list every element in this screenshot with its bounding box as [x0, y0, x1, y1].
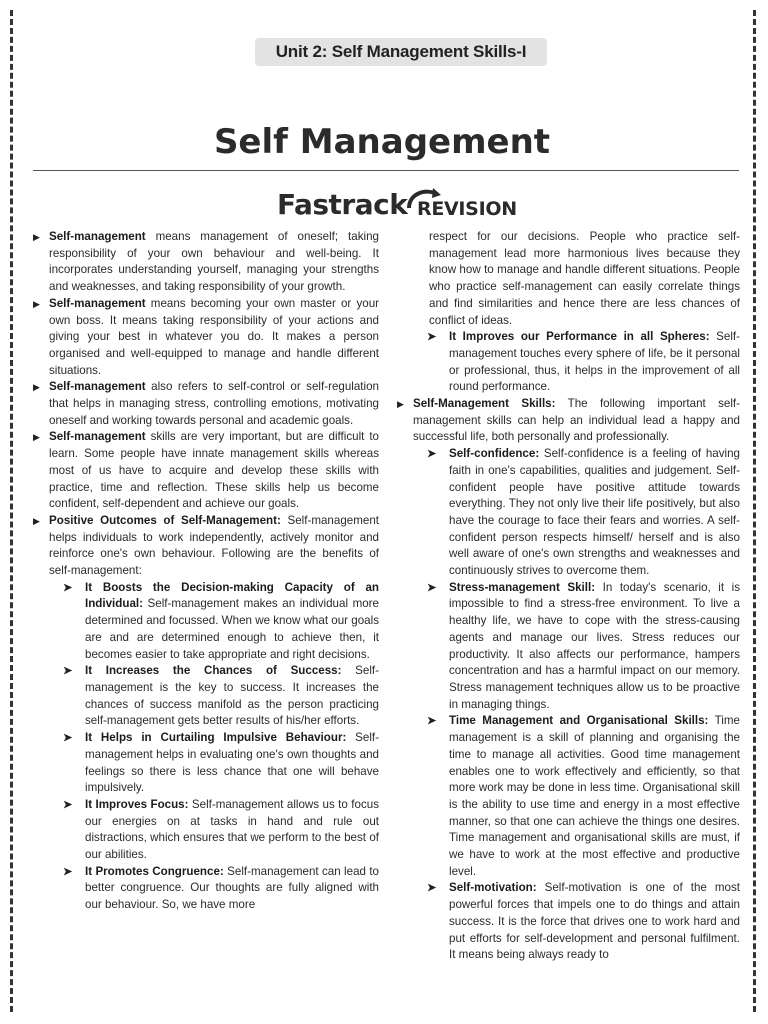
bullet-item	[33, 513, 379, 580]
item-heading: Stress-management Skill:	[449, 580, 596, 594]
item-heading: Self-management	[49, 296, 146, 310]
triangle-bullet-icon: ▶	[33, 298, 40, 309]
item-text: means management of oneself; taking responsibility of your own behaviour and well-being. It incorporates understanding yourself, managing your strengths and weaknesses, and taking responsibility of your growth.	[49, 230, 379, 294]
item-heading: Self-management	[49, 430, 146, 444]
sub-bullet-item	[397, 713, 740, 880]
item-heading: It Increases the Chances of Success:	[85, 664, 342, 678]
sub-bullet-item	[33, 730, 379, 797]
item-heading: Self-motivation:	[449, 881, 537, 895]
item-heading: It Helps in Curtailing Impulsive Behaviour:	[85, 731, 347, 745]
item-text: The following important self-management skills can help an individual lead a happy and successful life, both personally and professionally.	[413, 397, 740, 444]
item-text: means becoming your own master or your own boss. It means taking responsibility of your actions and giving your best in whatever you do. It makes a person organised and well-equipped to manage and handle different situations.	[49, 296, 379, 377]
item-text: respect for our decisions. People who practice self-management lead more harmonious lives because they know how to manage and handle different situations. People who practice self-management can easily correlate things and find similarities and hence there are less chances of conflict of ideas.	[429, 230, 740, 327]
item-text: In today's scenario, it is impossible to find a stress-free environment. To live a healthy life, we have to cope with the stress-causing agents and manage our lives. Stress reduces our productivity. It also affects our performance, hampers concentration and has a harmful impact on our memory. Stress management techniques allow us to be proactive in managing things.	[449, 580, 740, 711]
right-column	[397, 229, 740, 964]
arrow-bullet-icon: ➤	[427, 331, 437, 344]
arrow-bullet-icon: ➤	[427, 448, 437, 461]
brand-fastrack: Fastrack	[277, 188, 408, 221]
bullet-item	[33, 296, 379, 380]
triangle-bullet-icon: ▶	[33, 432, 40, 443]
sub-bullet-item	[33, 864, 379, 914]
item-heading: It Promotes Congruence:	[85, 864, 224, 878]
sub-bullet-item	[33, 580, 379, 664]
brand-revision: REVISION	[417, 198, 517, 220]
arrow-bullet-icon: ➤	[63, 798, 73, 811]
item-text: Self-management helps in evaluating one's own thoughts and feelings so there is less chance that one will behave impulsively.	[85, 731, 379, 795]
item-heading: It Improves our Performance in all Spheres:	[449, 330, 710, 344]
page-frame	[10, 10, 756, 1012]
item-text: also refers to self-control or self-regulation that helps in managing stress, controlling emotions, motivating oneself and working towards personal and academic goals.	[49, 380, 379, 427]
sub-bullet-item	[397, 446, 740, 580]
arrow-bullet-icon: ➤	[427, 882, 437, 895]
item-heading: Self-confidence:	[449, 447, 540, 461]
page-title: Self Management	[213, 122, 551, 162]
bullet-item	[397, 396, 740, 446]
item-heading: It Boosts the Decision-making Capacity of an Individual:	[85, 580, 379, 611]
item-text: Self-management is the key to success. It increases the chances of success manifold as the person practicing self-management gets better results of his/her efforts.	[85, 664, 379, 728]
bullet-item	[33, 379, 379, 429]
item-heading: Self-management	[49, 380, 146, 394]
arrow-bullet-icon: ➤	[63, 665, 73, 678]
triangle-bullet-icon: ▶	[33, 515, 40, 526]
item-heading: Self-Management Skills:	[413, 397, 556, 411]
item-text: Time management is a skill of planning and organising the time to manage all activities. Good time management enables one to work effectively and efficiently, so that more work may be done in less time. Organisational skill is the ability to use time and energy in a most effective manner, so that one can achieve the things one desires. Time management and organisational skills are must, if we have to work at the most effective and productive level.	[449, 714, 740, 878]
item-text: skills are very important, but are difficult to learn. Some people have innate management skills whereas most of us have to acquire and develop these skills with practice, time and reflection. These skills help us become confident, self-dependent and achieve our goals.	[49, 430, 379, 511]
title-divider	[33, 170, 739, 171]
triangle-bullet-icon: ▶	[33, 382, 40, 393]
sub-bullet-item	[33, 797, 379, 864]
item-text: Self-management helps individuals to work independently, actively monitor and reinforce one's own behaviour. Following are the benefits of self-management:	[49, 513, 379, 578]
sub-bullet-item	[397, 880, 740, 964]
continued-paragraph	[397, 229, 740, 329]
item-heading: Positive Outcomes of Self-Management:	[49, 513, 281, 527]
item-text: Self-management can lead to better congruence. Our thoughts are fully aligned with our behaviour. So, we have more	[85, 864, 379, 912]
arrow-bullet-icon: ➤	[63, 581, 73, 594]
left-column	[33, 229, 379, 914]
arrow-bullet-icon: ➤	[427, 715, 437, 728]
item-text: Self-management makes an individual more determined and focussed. When we know what our goals are and are determined enough to achieve then, it becomes easier to take appropriate and right decisions.	[85, 597, 379, 661]
item-text: Self-confidence is a feeling of having faith in one's capabilities, qualities and judgement. Self-confident people have positive attitude towards everything. They not only live their life positively, but also have the courage to face their fears and worries. A self-confident person respects himself/ herself and is also well aware of one's own strengths and weaknesses and continuously strives to overcome them.	[449, 447, 740, 578]
item-text: Self-management allows us to focus our energies on at tasks in hand and rule out distractions, which ensures that we perform to the best of our abilities.	[85, 797, 379, 862]
item-text: Self-motivation is one of the most powerful forces that impels one to do things and attain success. It is the force that drives one to work hard and put efforts for self-development and personal fulfilment. It means being always ready to	[449, 881, 740, 962]
sub-bullet-item	[397, 580, 740, 714]
sub-bullet-item	[397, 329, 740, 396]
item-heading: Self-management	[49, 230, 146, 243]
unit-label: Unit 2: Self Management Skills-I	[255, 38, 547, 66]
arrow-bullet-icon: ➤	[63, 865, 73, 878]
bullet-item	[33, 229, 379, 296]
arrow-bullet-icon: ➤	[427, 581, 437, 594]
triangle-bullet-icon: ▶	[397, 399, 404, 410]
triangle-bullet-icon: ▶	[33, 232, 40, 242]
item-heading: Time Management and Organisational Skills:	[449, 714, 709, 728]
bullet-item	[33, 429, 379, 513]
sub-bullet-item	[33, 663, 379, 730]
arrow-bullet-icon: ➤	[63, 732, 73, 745]
fastrack-revision-logo	[277, 186, 517, 226]
item-heading: It Improves Focus:	[85, 797, 189, 811]
item-text: Self-management touches every sphere of life, be it personal or professional, thus, it helps in the improvement of all round performance.	[449, 330, 740, 394]
